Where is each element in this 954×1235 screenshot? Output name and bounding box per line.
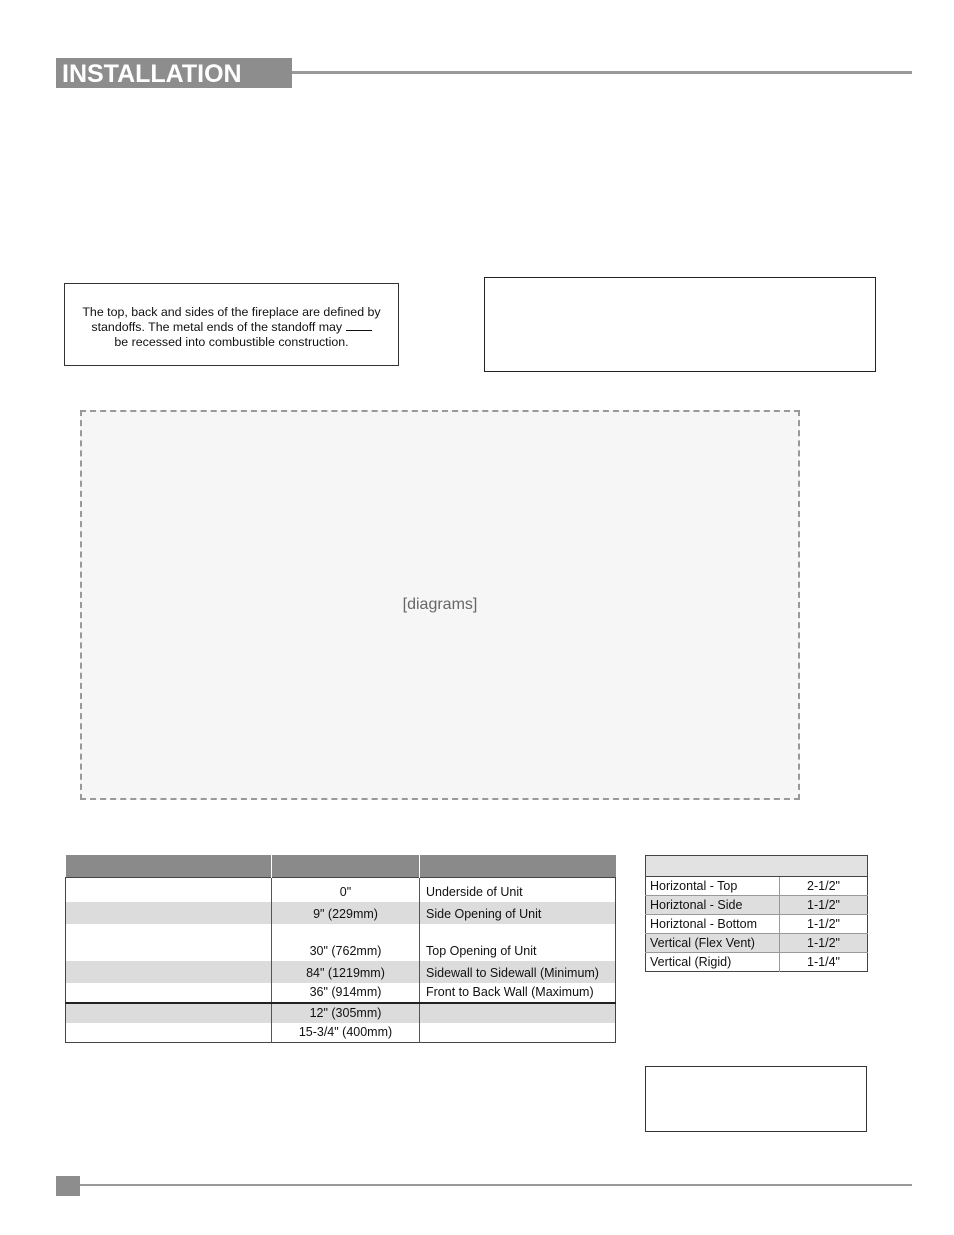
- clearance-value: 84" (1219mm): [272, 961, 420, 983]
- vent-label: Horizontal - Top: [646, 877, 780, 896]
- clearance-desc: Front to Back Wall (Maximum): [420, 983, 616, 1003]
- note-line-3: be recessed into combustible construction.: [114, 335, 349, 349]
- vent-label: Horiztonal - Side: [646, 896, 780, 915]
- table-row: [66, 924, 616, 961]
- table-row: [66, 1003, 616, 1023]
- header-rule: [292, 71, 912, 74]
- empty-note-box-lower: [645, 1066, 867, 1132]
- vent-label: Horiztonal - Bottom: [646, 915, 780, 934]
- vent-value: 1-1/2": [780, 915, 868, 934]
- note-blank: [346, 320, 372, 331]
- table-row: [66, 961, 616, 983]
- vent-label: Vertical (Rigid): [646, 953, 780, 972]
- section-title: INSTALLATION: [62, 60, 242, 88]
- standoff-note: [64, 283, 399, 366]
- table-row: [66, 983, 616, 1003]
- clearance-table-header: [66, 855, 616, 878]
- table-row: [646, 877, 868, 896]
- section-header: [56, 58, 292, 88]
- table-row: [646, 915, 868, 934]
- table-row: [646, 953, 868, 972]
- note-line-2: standoffs. The metal ends of the standoff may: [91, 320, 343, 334]
- clearance-value: 0": [272, 878, 420, 902]
- clearance-value: 36" (914mm): [272, 983, 420, 1003]
- table-row: [646, 934, 868, 953]
- table-row: [66, 902, 616, 924]
- note-line-1: The top, back and sides of the fireplace are defined by: [82, 305, 381, 319]
- clearance-value: 12" (305mm): [272, 1003, 420, 1023]
- footer-rule: [80, 1184, 912, 1186]
- clearance-desc: [420, 1023, 616, 1043]
- vent-value: 1-1/4": [780, 953, 868, 972]
- empty-note-box: [484, 277, 876, 372]
- vent-value: 2-1/2": [780, 877, 868, 896]
- table-row: [66, 878, 616, 902]
- vent-table-header: [646, 856, 868, 877]
- vent-value: 1-1/2": [780, 896, 868, 915]
- clearance-desc: Top Opening of Unit: [420, 924, 616, 961]
- table-row: [66, 1023, 616, 1043]
- clearance-table: [65, 855, 616, 1043]
- clearance-desc: [420, 1003, 616, 1023]
- clearance-value: 15-3/4" (400mm): [272, 1023, 420, 1043]
- clearance-desc: Sidewall to Sidewall (Minimum): [420, 961, 616, 983]
- clearance-value: 9" (229mm): [272, 902, 420, 924]
- vent-clearance-table: [645, 855, 868, 972]
- vent-label: Vertical (Flex Vent): [646, 934, 780, 953]
- clearance-desc: Side Opening of Unit: [420, 902, 616, 924]
- page-number-box: [56, 1176, 80, 1196]
- diagram-placeholder-label: [diagrams]: [402, 596, 478, 613]
- clearance-value: 30" (762mm): [272, 924, 420, 961]
- vent-value: 1-1/2": [780, 934, 868, 953]
- clearance-desc: Underside of Unit: [420, 878, 616, 902]
- diagram-placeholder: [80, 410, 800, 800]
- table-row: [646, 896, 868, 915]
